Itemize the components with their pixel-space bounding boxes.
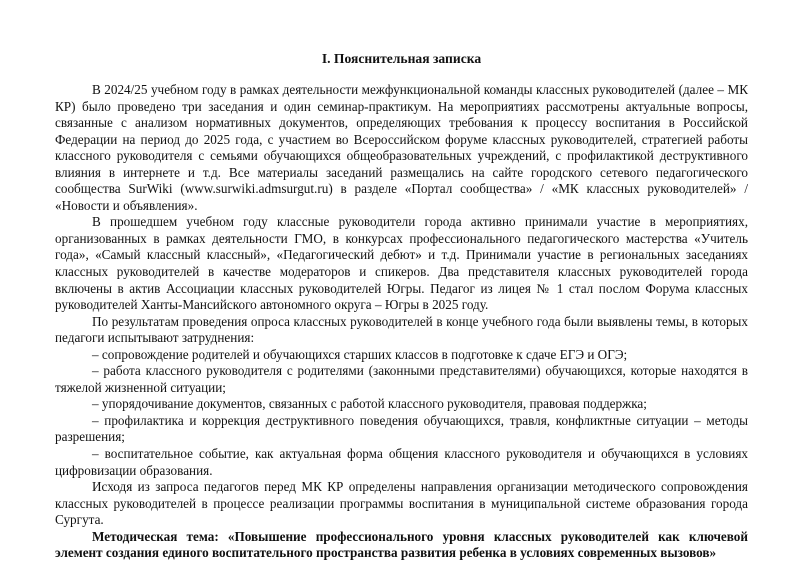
list-item-parents-difficult-situation: – работа классного руководителя с родителями (законными представителями) обучающихся, которые находятся в тяжелой жизненной ситуации;: [55, 363, 748, 395]
page-title: I. Пояснительная записка: [321, 51, 482, 66]
paragraph-survey-results: По результатам проведения опроса классных руководителей в конце учебного года были выявлены темы, в которых педагоги испытывают затруднения:: [55, 313, 748, 346]
list-item-documents-legal-support: – упорядочивание документов, связанных с работой классного руководителя, правовая поддержка;: [92, 396, 647, 412]
document-body: [55, 82, 748, 562]
list-item-destructive-behavior: – профилактика и коррекция деструктивного поведения обучающихся, травля, конфликтные ситуации – методы разрешения;: [55, 412, 748, 445]
list-item-educational-event: – воспитательное событие, как актуальная форма общения классного руководителя и обучающихся в условиях цифровизации образования.: [55, 446, 748, 478]
paragraph-directions: Исходя из запроса педагогов перед МК КР определены направления организации методического сопровождения классных руководителей в процессе реализации программы воспитания в муниципальной системе образования города Сургута.: [55, 479, 748, 528]
paragraph-intro-mkkr: В 2024/25 учебном году в рамках деятельности межфункциональной команды классных руководителей (далее – МК КР) было проведено три заседания и один семинар-практикум. На мероприятиях рассмотрены актуальные вопросы, связанные с анализом нормативных документов, определяющих требования к процессу воспитания в Российской Федерации на период до 2025 года, с участием во Всероссийском форуме классных руководителей, стратегией работы классного руководителя с семьями обучающихся общеобразовательных учреждений, с профилактикой деструктивного влияния в интернете и т.д. Все материалы заседаний размещались на сайте городского сетевого педагогического сообщества SurWiki (www.surwiki.admsurgut.ru) в разделе «Портал сообщества» / «МК классных руководителей» / «Новости и объявления».: [55, 82, 748, 213]
paragraph-participation: В прошедшем учебном году классные руководители города активно принимали участие в мероприятиях, организованных в рамках деятельности ГМО, в конкурсах профессионального педагогического мастерства «Учитель года», «Самый классный классный», «Педагогический дебют» и т.д. Принимали участие в региональных заседаниях классных руководителей в качестве модераторов и спикеров. Два представителя классных руководителей города включены в актив Ассоциации классных руководителей Югры. Педагог из лицея № 1 стал послом Форума классных руководителей Ханты-Мансийского автономного округа – Югры в 2025 году.: [55, 214, 748, 313]
methodical-theme-paragraph: Методическая тема: «Повышение профессионального уровня классных руководителей как ключевой элемент создания единого воспитательного пространства развития ребенка в условиях современных вызовов»: [55, 528, 748, 561]
list-item-ege-oge: – сопровождение родителей и обучающихся старших классов в подготовке к сдаче ЕГЭ и ОГЭ;: [92, 346, 628, 362]
